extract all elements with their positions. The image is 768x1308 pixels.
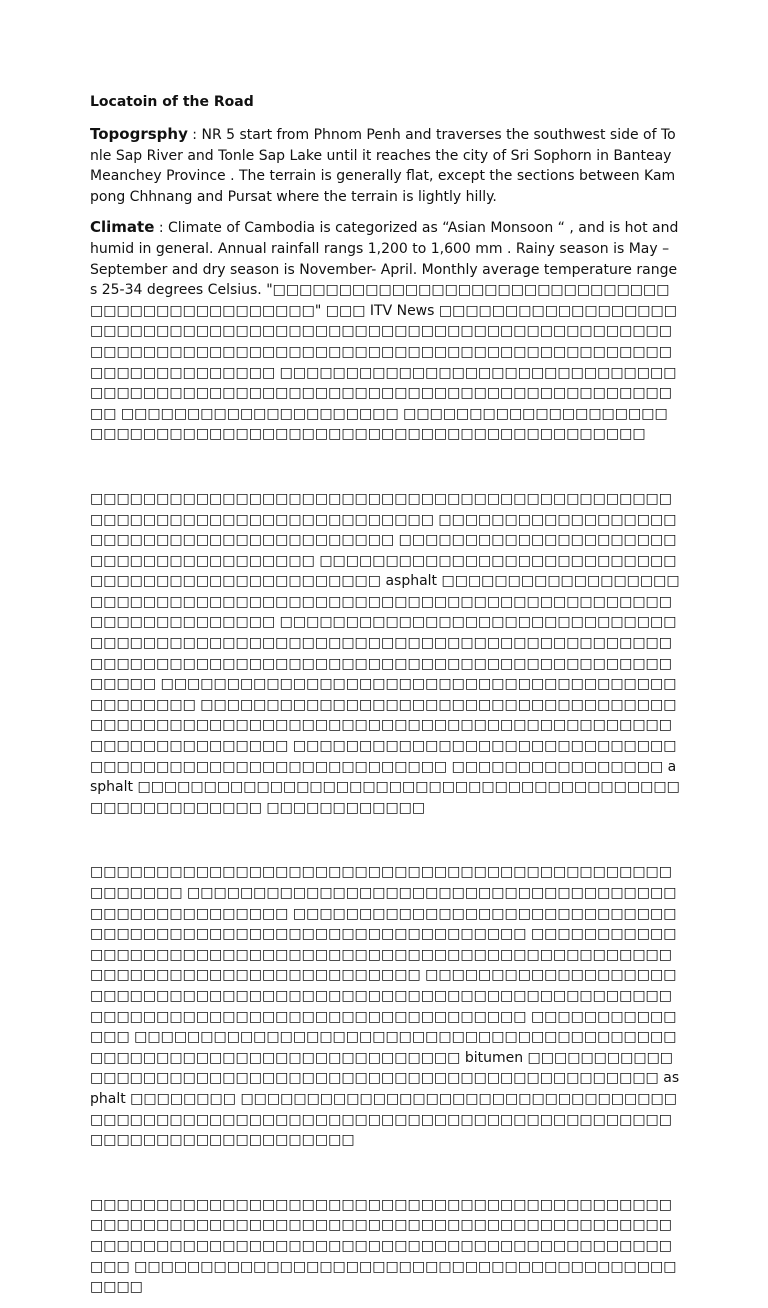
document-page bbox=[90, 92, 680, 1308]
topography-text: : NR 5 start from Phnom Penh and traverses the southwest side of Tonle Sap River and Tonle Sap Lake until it reaches the city of Sri Sophorn in Banteay Meanchey Province . The terrain is generally flat, except the sections between Kampong Chhnang and Pursat where the terrain is lightly hilly. bbox=[90, 127, 676, 205]
body-3-text: □□□□□□□□□□□□□□□□□□□□□□□□□□□□□□□□□□□□□□□□□□□□□□□□□□□□□□□□□□□□□□□□□□□□□□□□□□□□□□□□□□□□□□□□□□□□□□□□□□□□□□□□□□□□□□□□□□□□□□□□□□□□□□□□□□□□□□□ □□□□□□□□□□□□□□□□□□□□□□□□□□□□□□□□□□□□□□□□□□□□□ bbox=[90, 1196, 677, 1296]
paragraph-climate bbox=[90, 217, 680, 445]
climate-heading: Climate bbox=[90, 218, 155, 237]
climate-text: : Climate of Cambodia is categorized as “Asian Monsoon “ , and is hot and humid in general. Annual rainfall rangs 1,200 to 1,600 mm . Rainy season is May – September and dry season is November- April. Monthly average temperature ranges 25-34 degrees Celsius. "□□□□□□□□□□□□□□□□□□□□□□□□□□□□□□□□□□□□□□□□□□□□□□□" □□□ ITV News □□□□□□□□□□□□□□□□□□□□□□□□□□□□□□□□□□□□□□□□□□□□□□□□□□□□□□□□□□□□□□□□□□□□□□□□□□□□□□□□□□□□□□□□□□□□□□□□□□□□□□□□□□□□□□□□□□□□□□□□ □□□□□□□□□□□□□□□□□□□□□□□□□□□□□□□□□□□□□□□□□□□□□□□□□□□□□□□□□□□□□□□□□□□□□□□□□□□□ □□□□□□□□□□□□□□□□□□□□□ □□□□□□□□□□□□□□□□□□□□□□□□□□□□□□□□□□□□□□□□□□□□□□□□□□□□□□□□□□□□□□ bbox=[90, 220, 679, 443]
body-2-text: □□□□□□□□□□□□□□□□□□□□□□□□□□□□□□□□□□□□□□□□□□□□□□□□□□□ □□□□□□□□□□□□□□□□□□□□□□□□□□□□□□□□□□□□□□□□□□□□□□□□□□□□ □□□□□□□□□□□□□□□□□□□□□□□□□□□□□□□□□□□□□□□□□□□□□□□□□□□□□□□□□□□□□□ □□□□□□□□□□□□□□□□□□□□□□□□□□□□□□□□□□□□□□□□□□□□□□□□□□□□□□□□□□□□□□□□□□□□□□□□□□□□□□□□ □□□□□□□□□□□□□□□□□□□□□□□□□□□□□□□□□□□□□□□□□□□□□□□□□□□□□□□□□□□□□□□□□□□□□□□□□□□□□□□□□□□□□□□□□□□□□□□□ □□□□□□□□□□□□□□ □□□□□□□□□□□□□□□□□□□□□□□□□□□□□□□□□□□□□□□□□□□□□□□□□□□□□□□□□□□□□□□□□□□□□ bitumen □□□□□□□□□□□□□□□□□□□□□□□□□□□□□□□□□□□□□□□□□□□□□□□□□□□□□□ asphalt □□□□□□□□ □□□□□□□□□□□□□□□□□□□□□□□□□□□□□□□□□□□□□□□□□□□□□□□□□□□□□□□□□□□□□□□□□□□□□□□□□□□□□□□□□□□□□□□□□□□□□□□□□ bbox=[90, 864, 680, 1149]
paragraph-body-1 bbox=[90, 489, 680, 819]
body-1-text: □□□□□□□□□□□□□□□□□□□□□□□□□□□□□□□□□□□□□□□□□□□□□□□□□□□□□□□□□□□□□□□□□□□□□□ □□□□□□□□□□□□□□□□□□□□□□□□□□□□□□□□□□□□□□□□□ □□□□□□□□□□□□□□□□□□□□□□□□□□□□□□□□□□□□□□ □□□□□□□□□□□□□□□□□□□□□□□□□□□□□□□□□□□□□□□□□□□□□□□□□ asphalt □□□□□□□□□□□□□□□□□□□□□□□□□□□□□□□□□□□□□□□□□□□□□□□□□□□□□□□□□□□□□□□□□□□□□□□□□□□□ □□□□□□□□□□□□□□□□□□□□□□□□□□□□□□□□□□□□□□□□□□□□□□□□□□□□□□□□□□□□□□□□□□□□□□□□□□□□□□□□□□□□□□□□□□□□□□□□□□□□□□□□□□□□□□□□□□□□□□□□□□□ □□□□□□□□□□□□□□□□□□□□□□□□□□□□□□□□□□□□□□□□□□□□□□□ □□□□□□□□□□□□□□□□□□□□□□□□□□□□□□□□□□□□□□□□□□□□□□□□□□□□□□□□□□□□□□□□□□□□□□□□□□□□□□□□□□□□□□□□□□□□□□□ □□□□□□□□□□□□□□□□□□□□□□□□□□□□□□□□□□□□□□□□□□□□□□□□□□□□□□□□ □□□□□□□□□□□□□□□□ asphalt □□□□□□□□□□□□□□□□□□□□□□□□□□□□□□□□□□□□□□□□□□□□□□□□□□□□□□ □□□□□□□□□□□□ bbox=[90, 490, 680, 816]
paragraph-topography bbox=[90, 124, 680, 207]
paragraph-body-3 bbox=[90, 1195, 680, 1298]
paragraph-body-2 bbox=[90, 862, 680, 1150]
topography-heading: Topogrsphy bbox=[90, 125, 188, 143]
document-title: Locatoin of the Road bbox=[90, 94, 254, 110]
